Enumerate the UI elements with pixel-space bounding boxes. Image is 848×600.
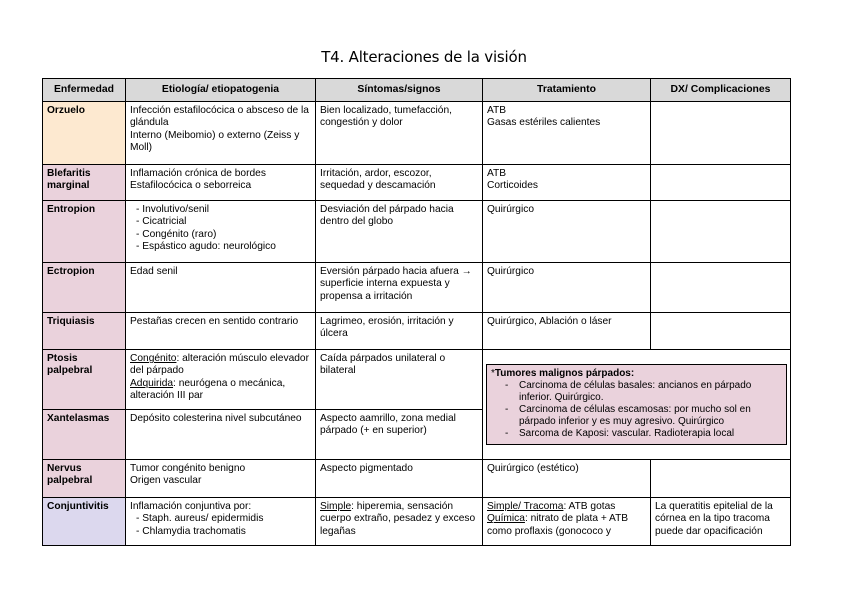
etiology-label: Congénito bbox=[130, 353, 177, 365]
treatment-line: Corticoides bbox=[487, 180, 538, 192]
symptoms-cell: Irritación, ardor, escozor, sequedad y descamación bbox=[316, 165, 483, 201]
treatment-cell bbox=[483, 165, 651, 201]
tumors-title: Tumores malignos párpados: bbox=[494, 368, 635, 380]
list-item: - Espástico agudo: neurológico bbox=[136, 241, 311, 253]
treatment-text: : ATB gotas bbox=[563, 501, 616, 513]
tumors-asterisk: * bbox=[491, 368, 495, 380]
etiology-cell bbox=[126, 350, 316, 410]
disease-name: Entropion bbox=[43, 201, 126, 263]
treatment-cell: Quirúrgico (estético) bbox=[483, 460, 651, 498]
list-item: - Carcinoma de células escamosas: por mucho sol en párpado inferior y es muy agresivo. Quirúrgico bbox=[503, 404, 782, 428]
etiology-cell bbox=[126, 102, 316, 165]
disease-name: Ectropion bbox=[43, 263, 126, 313]
symptoms-cell bbox=[316, 498, 483, 546]
etiology-cell bbox=[126, 165, 316, 201]
disease-name: Ptosis palpebral bbox=[43, 350, 126, 410]
table-row-triquiasis bbox=[43, 313, 791, 350]
list-item: - Congénito (raro) bbox=[136, 229, 311, 241]
treatment-line bbox=[487, 501, 646, 513]
tumors-cell bbox=[483, 350, 791, 460]
etiology-line: Tumor congénito benigno bbox=[130, 463, 246, 475]
etiology-line: Interno (Meibomio) o externo (Zeiss y Moll) bbox=[130, 129, 300, 153]
treatment-label: Química bbox=[487, 513, 525, 525]
treatment-line: ATB bbox=[487, 168, 507, 180]
treatment-line: Gasas estériles calientes bbox=[487, 117, 601, 129]
symptoms-cell: Caída párpados unilateral o bilateral bbox=[316, 350, 483, 410]
disease-name: Blefaritis marginal bbox=[43, 165, 126, 201]
etiology-line: Inflamación crónica de bordes bbox=[130, 168, 266, 180]
etiology-cell bbox=[126, 460, 316, 498]
etiology-list bbox=[130, 513, 311, 537]
header-dx: DX/ Complicaciones bbox=[651, 79, 791, 102]
dx-cell bbox=[651, 460, 791, 498]
header-row bbox=[43, 79, 791, 102]
symptoms-cell: Aspecto pigmentado bbox=[316, 460, 483, 498]
symptoms-label: Simple bbox=[320, 501, 352, 513]
etiology-line: Infección estafilocócica o absceso de la glándula bbox=[130, 105, 309, 129]
tumors-heading bbox=[491, 368, 782, 380]
dx-cell bbox=[651, 165, 791, 201]
disease-name: Xantelasmas bbox=[43, 410, 126, 460]
list-item: - Carcinoma de células basales: ancianos en párpado inferior. Quirúrgico. bbox=[503, 380, 782, 404]
etiology-line: Inflamación conjuntiva por: bbox=[130, 501, 252, 513]
treatment-line bbox=[487, 513, 646, 537]
tumors-box bbox=[486, 364, 787, 445]
list-item: - Staph. aureus/ epidermidis bbox=[136, 513, 311, 525]
etiology-label: Adquirida bbox=[130, 377, 174, 389]
treatment-cell: Quirúrgico bbox=[483, 263, 651, 313]
etiology-line bbox=[130, 353, 311, 377]
header-enfermedad: Enfermedad bbox=[43, 79, 126, 102]
dx-cell bbox=[651, 201, 791, 263]
table-row-conjuntivitis bbox=[43, 498, 791, 546]
table-row-entropion bbox=[43, 201, 791, 263]
table-row-ptosis bbox=[43, 350, 791, 410]
treatment-cell: Quirúrgico, Ablación o láser bbox=[483, 313, 651, 350]
disease-name: Triquiasis bbox=[43, 313, 126, 350]
symptoms-cell: Eversión párpado hacia afuera → superficie interna expuesta y propensa a irritación bbox=[316, 263, 483, 313]
etiology-text: : neurógena o mecánica, alteración III par bbox=[130, 377, 286, 401]
list-item: - Involutivo/senil bbox=[136, 204, 311, 216]
symptoms-cell: Desviación del párpado hacia dentro del globo bbox=[316, 201, 483, 263]
treatment-cell bbox=[483, 498, 651, 546]
page-title: T4. Alteraciones de la visión bbox=[321, 48, 527, 66]
etiology-line bbox=[130, 378, 311, 402]
treatment-text: : nitrato de plata + ATB como proflaxis (gonococo y bbox=[487, 513, 629, 537]
treatment-label: Simple/ Tracoma bbox=[487, 501, 564, 513]
table-row-nervus bbox=[43, 460, 791, 498]
header-etiologia: Etiología/ etiopatogenia bbox=[126, 79, 316, 102]
etiology-line: Origen vascular bbox=[130, 475, 202, 487]
etiology-list bbox=[130, 204, 311, 253]
vision-disorders-table bbox=[42, 78, 791, 546]
treatment-cell: Quirúrgico bbox=[483, 201, 651, 263]
symptoms-cell: Bien localizado, tumefacción, congestión y dolor bbox=[316, 102, 483, 165]
etiology-cell: Edad senil bbox=[126, 263, 316, 313]
symptoms-text: : hiperemia, sensación cuerpo extraño, pesadez y exceso legañas bbox=[320, 501, 476, 537]
etiology-text: : alteración músculo elevador del párpado bbox=[130, 353, 309, 377]
treatment-line: ATB bbox=[487, 105, 507, 117]
treatment-cell bbox=[483, 102, 651, 165]
etiology-cell bbox=[126, 201, 316, 263]
disease-name: Orzuelo bbox=[43, 102, 126, 165]
symptoms-cell: Aspecto aamrillo, zona medial párpado (+ en superior) bbox=[316, 410, 483, 460]
etiology-cell: Pestañas crecen en sentido contrario bbox=[126, 313, 316, 350]
dx-cell bbox=[651, 313, 791, 350]
tumors-list bbox=[491, 380, 782, 440]
dx-cell bbox=[651, 102, 791, 165]
dx-cell: La queratitis epitelial de la córnea en la tipo tracoma puede dar opacificación bbox=[651, 498, 791, 546]
etiology-cell: Depósito colesterina nivel subcutáneo bbox=[126, 410, 316, 460]
header-tratamiento: Tratamiento bbox=[483, 79, 651, 102]
dx-cell bbox=[651, 263, 791, 313]
list-item: - Sarcoma de Kaposi: vascular. Radioterapia local bbox=[503, 428, 782, 440]
etiology-line: Estafilocócica o seborreica bbox=[130, 180, 252, 192]
list-item: - Cicatricial bbox=[136, 216, 311, 228]
table-row-blefaritis bbox=[43, 165, 791, 201]
disease-name: Conjuntivitis bbox=[43, 498, 126, 546]
table-row-orzuelo bbox=[43, 102, 791, 165]
header-sintomas: Síntomas/signos bbox=[316, 79, 483, 102]
symptoms-cell: Lagrimeo, erosión, irritación y úlcera bbox=[316, 313, 483, 350]
etiology-cell bbox=[126, 498, 316, 546]
disease-name: Nervus palpebral bbox=[43, 460, 126, 498]
list-item: - Chlamydia trachomatis bbox=[136, 526, 311, 538]
table-row-ectropion bbox=[43, 263, 791, 313]
